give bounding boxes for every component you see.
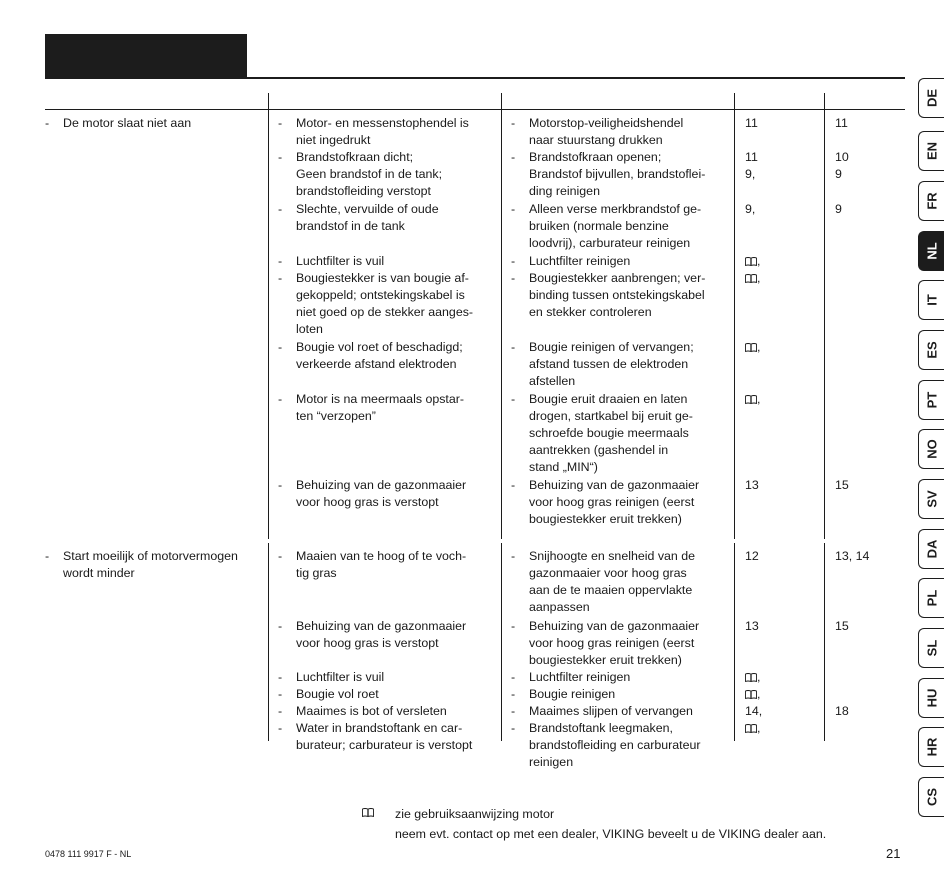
cause-line: Behuizing van de gazonmaaier [296, 619, 467, 633]
remedy-line: loodvrij), carburateur reinigen [529, 236, 691, 250]
remedy-line: Behuizing van de gazonmaaier [529, 619, 700, 633]
document-code: 0478 111 9917 F - NL [45, 849, 132, 859]
bullet: - [278, 392, 283, 406]
cause-line: Motor is na meermaals opstar- [296, 392, 465, 406]
tab-label: DA [924, 539, 939, 559]
page-number: 21 [886, 846, 901, 861]
remedy-line: aanpassen [529, 600, 590, 614]
bullet: - [278, 202, 283, 216]
tab-label: PL [924, 589, 939, 607]
legend-line: neem evt. contact op met een dealer, VIKING beveelt u de VIKING dealer aan. [395, 827, 827, 841]
cause-line: Maaien van te hoog of te voch- [296, 549, 467, 563]
remedy-line: ding reinigen [529, 184, 600, 198]
page-ref-engine [745, 391, 760, 408]
page-ref-engine [745, 270, 760, 287]
tab-label: HU [924, 688, 939, 708]
page-ref: 15 [835, 478, 849, 492]
tab-it[interactable] [918, 280, 944, 320]
page-ref: 13 [745, 478, 759, 492]
page-ref: 13, 14 [835, 549, 870, 563]
page-ref-engine [745, 669, 760, 686]
col-divider [268, 543, 269, 741]
tab-hu[interactable] [918, 678, 944, 718]
remedy-line: Luchtfilter reinigen [529, 254, 631, 268]
tab-sl[interactable] [918, 628, 944, 668]
remedy-line: afstellen [529, 374, 576, 388]
cause-line: ten “verzopen” [296, 409, 376, 423]
bullet: - [278, 670, 283, 684]
cause-line: Luchtfilter is vuil [296, 254, 385, 268]
page-ref: 9, [745, 167, 756, 181]
bullet: - [511, 254, 516, 268]
bullet: - [511, 619, 516, 633]
col-divider [268, 93, 269, 539]
page-ref: 9 [835, 202, 842, 216]
page-ref: 11 [745, 150, 758, 164]
cause-text: Start moeilijk of motorvermogen [63, 549, 238, 563]
bullet: - [511, 150, 516, 164]
bullet: - [511, 392, 516, 406]
bullet: - [45, 549, 50, 563]
book-icon [745, 395, 757, 404]
page-ref-comma: , [757, 392, 761, 406]
tab-label: SL [924, 639, 939, 657]
col-divider [824, 93, 825, 539]
remedy-line: aantrekken (gashendel in [529, 443, 669, 457]
bullet: - [278, 271, 283, 285]
tab-label: SV [924, 490, 939, 508]
tab-es[interactable] [918, 330, 944, 370]
legend-line: zie gebruiksaanwijzing motor [395, 807, 555, 821]
cause-line: niet goed op de stekker aanges- [296, 305, 474, 319]
cause-line: Maaimes is bot of versleten [296, 704, 447, 718]
cause-line: Bougiestekker is van bougie af- [296, 271, 469, 285]
bullet: - [278, 704, 283, 718]
bullet: - [511, 478, 516, 492]
page-ref-engine [745, 253, 760, 270]
tab-da[interactable] [918, 529, 944, 569]
cause-line: Brandstofkraan dicht; [296, 150, 414, 164]
tab-cs[interactable] [918, 777, 944, 817]
tab-de[interactable] [918, 78, 944, 118]
bullet: - [278, 721, 283, 735]
page-ref-comma: , [757, 670, 761, 684]
header-block [45, 34, 247, 78]
remedy-line: stand „MIN“) [529, 460, 598, 474]
cause-line: Bougie vol roet [296, 687, 379, 701]
remedy-line: naar stuurstang drukken [529, 133, 663, 147]
remedy-line: bougiestekker eruit trekken) [529, 653, 682, 667]
book-icon [745, 274, 757, 283]
tab-label: PT [924, 391, 939, 409]
bullet: - [278, 254, 283, 268]
page-ref: 15 [835, 619, 849, 633]
col-divider [501, 93, 502, 539]
cause-line: Slechte, vervuilde of oude [296, 202, 439, 216]
cause-line: Motor- en messenstophendel is [296, 116, 469, 130]
col-divider [501, 543, 502, 741]
book-icon [745, 690, 757, 699]
bullet: - [511, 271, 516, 285]
cause-line: tig gras [296, 566, 337, 580]
bullet: - [511, 549, 516, 563]
tab-hr[interactable] [918, 727, 944, 767]
bullet: - [278, 687, 283, 701]
header-rule [45, 77, 905, 79]
remedy-line: voor hoog gras reinigen (eerst [529, 636, 695, 650]
bullet: - [278, 549, 283, 563]
remedy-line: afstand tussen de elektroden [529, 357, 689, 371]
remedy-line: Bougie eruit draaien en laten [529, 392, 688, 406]
page-ref: 12 [745, 549, 759, 563]
cause-text: De motor slaat niet aan [63, 116, 192, 130]
bullet: - [278, 116, 283, 130]
book-icon [745, 724, 757, 733]
tab-en[interactable] [918, 131, 944, 171]
bullet: - [511, 687, 516, 701]
remedy-line: schroefde bougie meermaals [529, 426, 689, 440]
col-divider [734, 93, 735, 539]
remedy-line: Bougie reinigen of vervangen; [529, 340, 694, 354]
cause-line: Water in brandstoftank en car- [296, 721, 463, 735]
cause-text: wordt minder [63, 566, 135, 580]
tab-label: CS [924, 787, 939, 807]
remedy-line: Maaimes slijpen of vervangen [529, 704, 693, 718]
col-divider [824, 543, 825, 741]
page-ref-comma: , [757, 721, 761, 735]
bullet: - [511, 704, 516, 718]
remedy-line: bruiken (normale benzine [529, 219, 669, 233]
tab-label: EN [924, 141, 939, 161]
tab-pt[interactable] [918, 380, 944, 420]
remedy-line: voor hoog gras reinigen (eerst [529, 495, 695, 509]
cause-line: Behuizing van de gazonmaaier [296, 478, 467, 492]
tab-label: NL [924, 242, 939, 260]
remedy-line: Alleen verse merkbrandstof ge- [529, 202, 702, 216]
bullet: - [278, 619, 283, 633]
remedy-line: bougiestekker eruit trekken) [529, 512, 682, 526]
cause-line: Luchtfilter is vuil [296, 670, 385, 684]
tab-label: DE [924, 88, 939, 108]
remedy-line: Luchtfilter reinigen [529, 670, 631, 684]
cause-line: loten [296, 322, 323, 336]
bullet: - [278, 150, 283, 164]
page-ref: 10 [835, 150, 849, 164]
tab-label: IT [924, 294, 939, 306]
bullet: - [511, 202, 516, 216]
col-divider [734, 543, 735, 741]
bullet: - [511, 340, 516, 354]
cause-line: brandstof in de tank [296, 219, 405, 233]
remedy-line: en stekker controleren [529, 305, 652, 319]
cause-line: gekoppeld; ontstekingskabel is [296, 288, 465, 302]
tab-fr[interactable] [918, 181, 944, 221]
cause-line: Bougie vol roet of beschadigd; [296, 340, 463, 354]
remedy-line: binding tussen ontstekingskabel [529, 288, 705, 302]
cause-line: brandstofleiding verstopt [296, 184, 432, 198]
cause-line: voor hoog gras is verstopt [296, 636, 439, 650]
page-ref-comma: , [757, 254, 761, 268]
remedy-line: aan de te maaien oppervlakte [529, 583, 693, 597]
page-ref: 18 [835, 704, 849, 718]
tab-nl[interactable] [918, 231, 944, 271]
cause-line: verkeerde afstand elektroden [296, 357, 457, 371]
bullet: - [511, 116, 516, 130]
page-ref: 13 [745, 619, 759, 633]
cause-line: niet ingedrukt [296, 133, 371, 147]
book-icon [745, 673, 757, 682]
remedy-line: Brandstoftank leegmaken, [529, 721, 673, 735]
remedy-line: gazonmaaier voor hoog gras [529, 566, 687, 580]
bullet: - [278, 340, 283, 354]
cause-line: voor hoog gras is verstopt [296, 495, 439, 509]
tab-no[interactable] [918, 429, 944, 469]
table-top-rule [45, 109, 905, 110]
page-ref-engine [745, 720, 760, 737]
tab-pl[interactable] [918, 578, 944, 618]
page-ref-comma: , [757, 687, 761, 701]
tab-sv[interactable] [918, 479, 944, 519]
bullet: - [511, 670, 516, 684]
remedy-line: Bougie reinigen [529, 687, 616, 701]
tab-label: HR [924, 737, 939, 757]
remedy-line: reinigen [529, 755, 574, 769]
page-ref-comma: , [757, 271, 761, 285]
remedy-line: drogen, startkabel bij eruit ge- [529, 409, 693, 423]
bullet: - [278, 478, 283, 492]
page-ref: 9, [745, 202, 756, 216]
page-ref-engine [745, 339, 760, 356]
page-ref: 11 [745, 116, 758, 130]
bullet: - [45, 116, 50, 130]
remedy-line: Behuizing van de gazonmaaier [529, 478, 700, 492]
page-ref-comma: , [757, 340, 761, 354]
page-ref: 14, [745, 704, 763, 718]
book-icon [745, 257, 757, 266]
cause-line: Geen brandstof in de tank; [296, 167, 443, 181]
tab-label: ES [924, 341, 939, 359]
page-ref: 9 [835, 167, 842, 181]
book-icon [362, 808, 374, 817]
remedy-line: Bougiestekker aanbrengen; ver- [529, 271, 706, 285]
remedy-line: Snijhoogte en snelheid van de [529, 549, 696, 563]
bullet: - [511, 721, 516, 735]
tab-label: FR [924, 192, 939, 210]
remedy-line: Motorstop-veiligheidshendel [529, 116, 684, 130]
remedy-line: Brandstofkraan openen; [529, 150, 662, 164]
tab-label: NO [924, 439, 939, 459]
book-icon [745, 343, 757, 352]
cause-line: burateur; carburateur is verstopt [296, 738, 473, 752]
remedy-line: Brandstof bijvullen, brandstoflei- [529, 167, 706, 181]
page-ref: 11 [835, 116, 848, 130]
remedy-line: brandstofleiding en carburateur [529, 738, 701, 752]
page-ref-engine [745, 686, 760, 703]
